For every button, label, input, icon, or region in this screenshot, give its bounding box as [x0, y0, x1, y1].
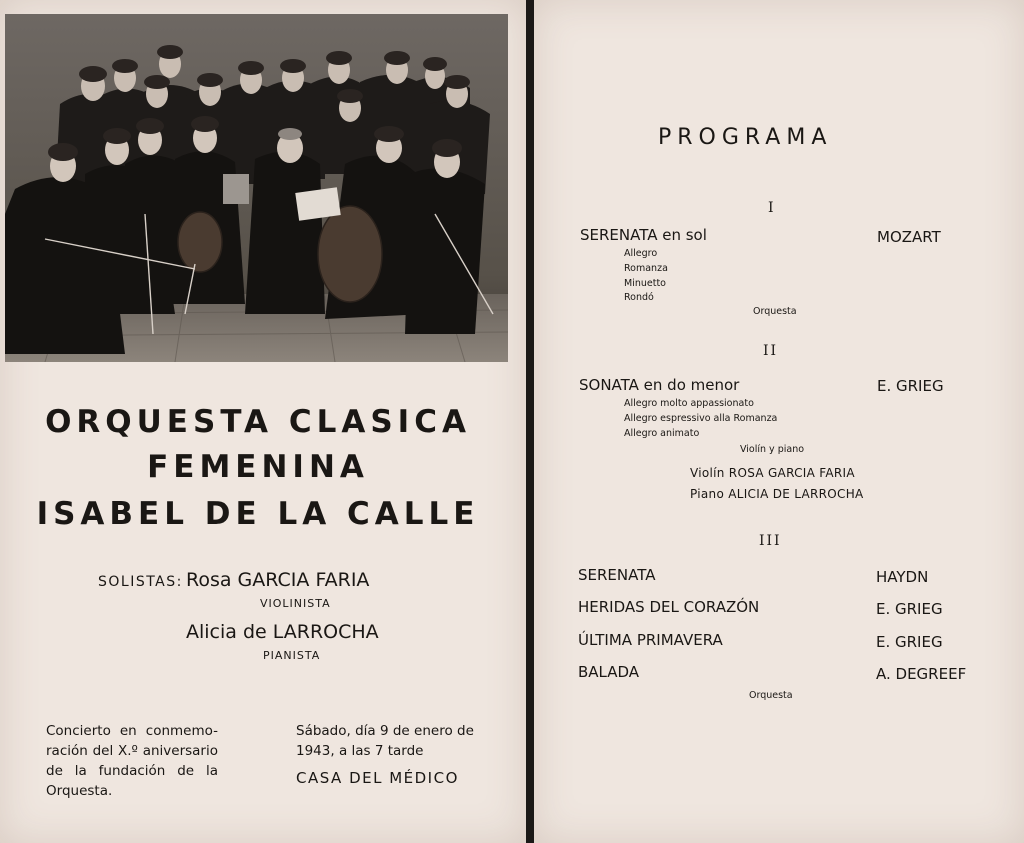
performer: Violín ROSA GARCIA FARIA	[690, 466, 855, 480]
ensemble-note: Orquesta	[749, 690, 793, 701]
work-title: HERIDAS DEL CORAZÓN	[578, 598, 760, 616]
right-page	[534, 0, 1024, 843]
movement: Allegro animato	[624, 428, 700, 439]
title-line-2: FEMENINA	[147, 449, 369, 485]
soloist-name: Rosa GARCIA FARIA	[186, 569, 370, 591]
ensemble-note: Violín y piano	[740, 444, 805, 455]
soloist-name: Alicia de LARROCHA	[186, 621, 379, 643]
concert-venue: CASA DEL MÉDICO	[296, 769, 459, 787]
movement: Rondó	[624, 292, 654, 303]
composer: E. GRIEG	[876, 600, 943, 618]
work-title: SERENATA	[578, 566, 656, 584]
part-numeral: I	[768, 200, 776, 216]
soloist-role: PIANISTA	[263, 649, 321, 662]
program-title: PROGRAMA	[658, 125, 833, 150]
concert-occasion: Concierto en conmemo- ración del X.º aniversario de la fundación de la Orquesta.	[46, 723, 218, 799]
orchestra-photo-image	[5, 14, 508, 362]
work-title: BALADA	[578, 663, 640, 681]
movement: Allegro espressivo alla Romanza	[624, 413, 778, 424]
movement: Minuetto	[624, 278, 666, 289]
movement: Allegro molto appassionato	[624, 398, 754, 409]
composer: E. GRIEG	[877, 377, 944, 395]
ensemble-note: Orquesta	[753, 306, 797, 317]
concert-date-time: Sábado, día 9 de enero de 1943, a las 7 tarde	[296, 723, 474, 759]
composer: MOZART	[877, 228, 941, 246]
composer: A. DEGREEF	[876, 665, 967, 683]
composer: E. GRIEG	[876, 633, 943, 651]
orchestra-photo	[5, 14, 508, 362]
composer: HAYDN	[876, 568, 929, 586]
movement: Allegro	[624, 248, 658, 259]
soloists-label: SOLISTAS:	[98, 574, 183, 590]
work-title: SERENATA en sol	[580, 226, 707, 244]
soloist-role: VIOLINISTA	[260, 597, 331, 610]
part-numeral: II	[763, 343, 779, 359]
work-title: ÚLTIMA PRIMAVERA	[578, 631, 723, 649]
performer: Piano ALICIA DE LARROCHA	[690, 487, 864, 501]
part-numeral: III	[759, 533, 782, 549]
title-line-1: ORQUESTA CLASICA	[45, 404, 471, 440]
work-title: SONATA en do menor	[579, 376, 740, 394]
title-line-3: ISABEL DE LA CALLE	[36, 496, 480, 532]
movement: Romanza	[624, 263, 668, 274]
